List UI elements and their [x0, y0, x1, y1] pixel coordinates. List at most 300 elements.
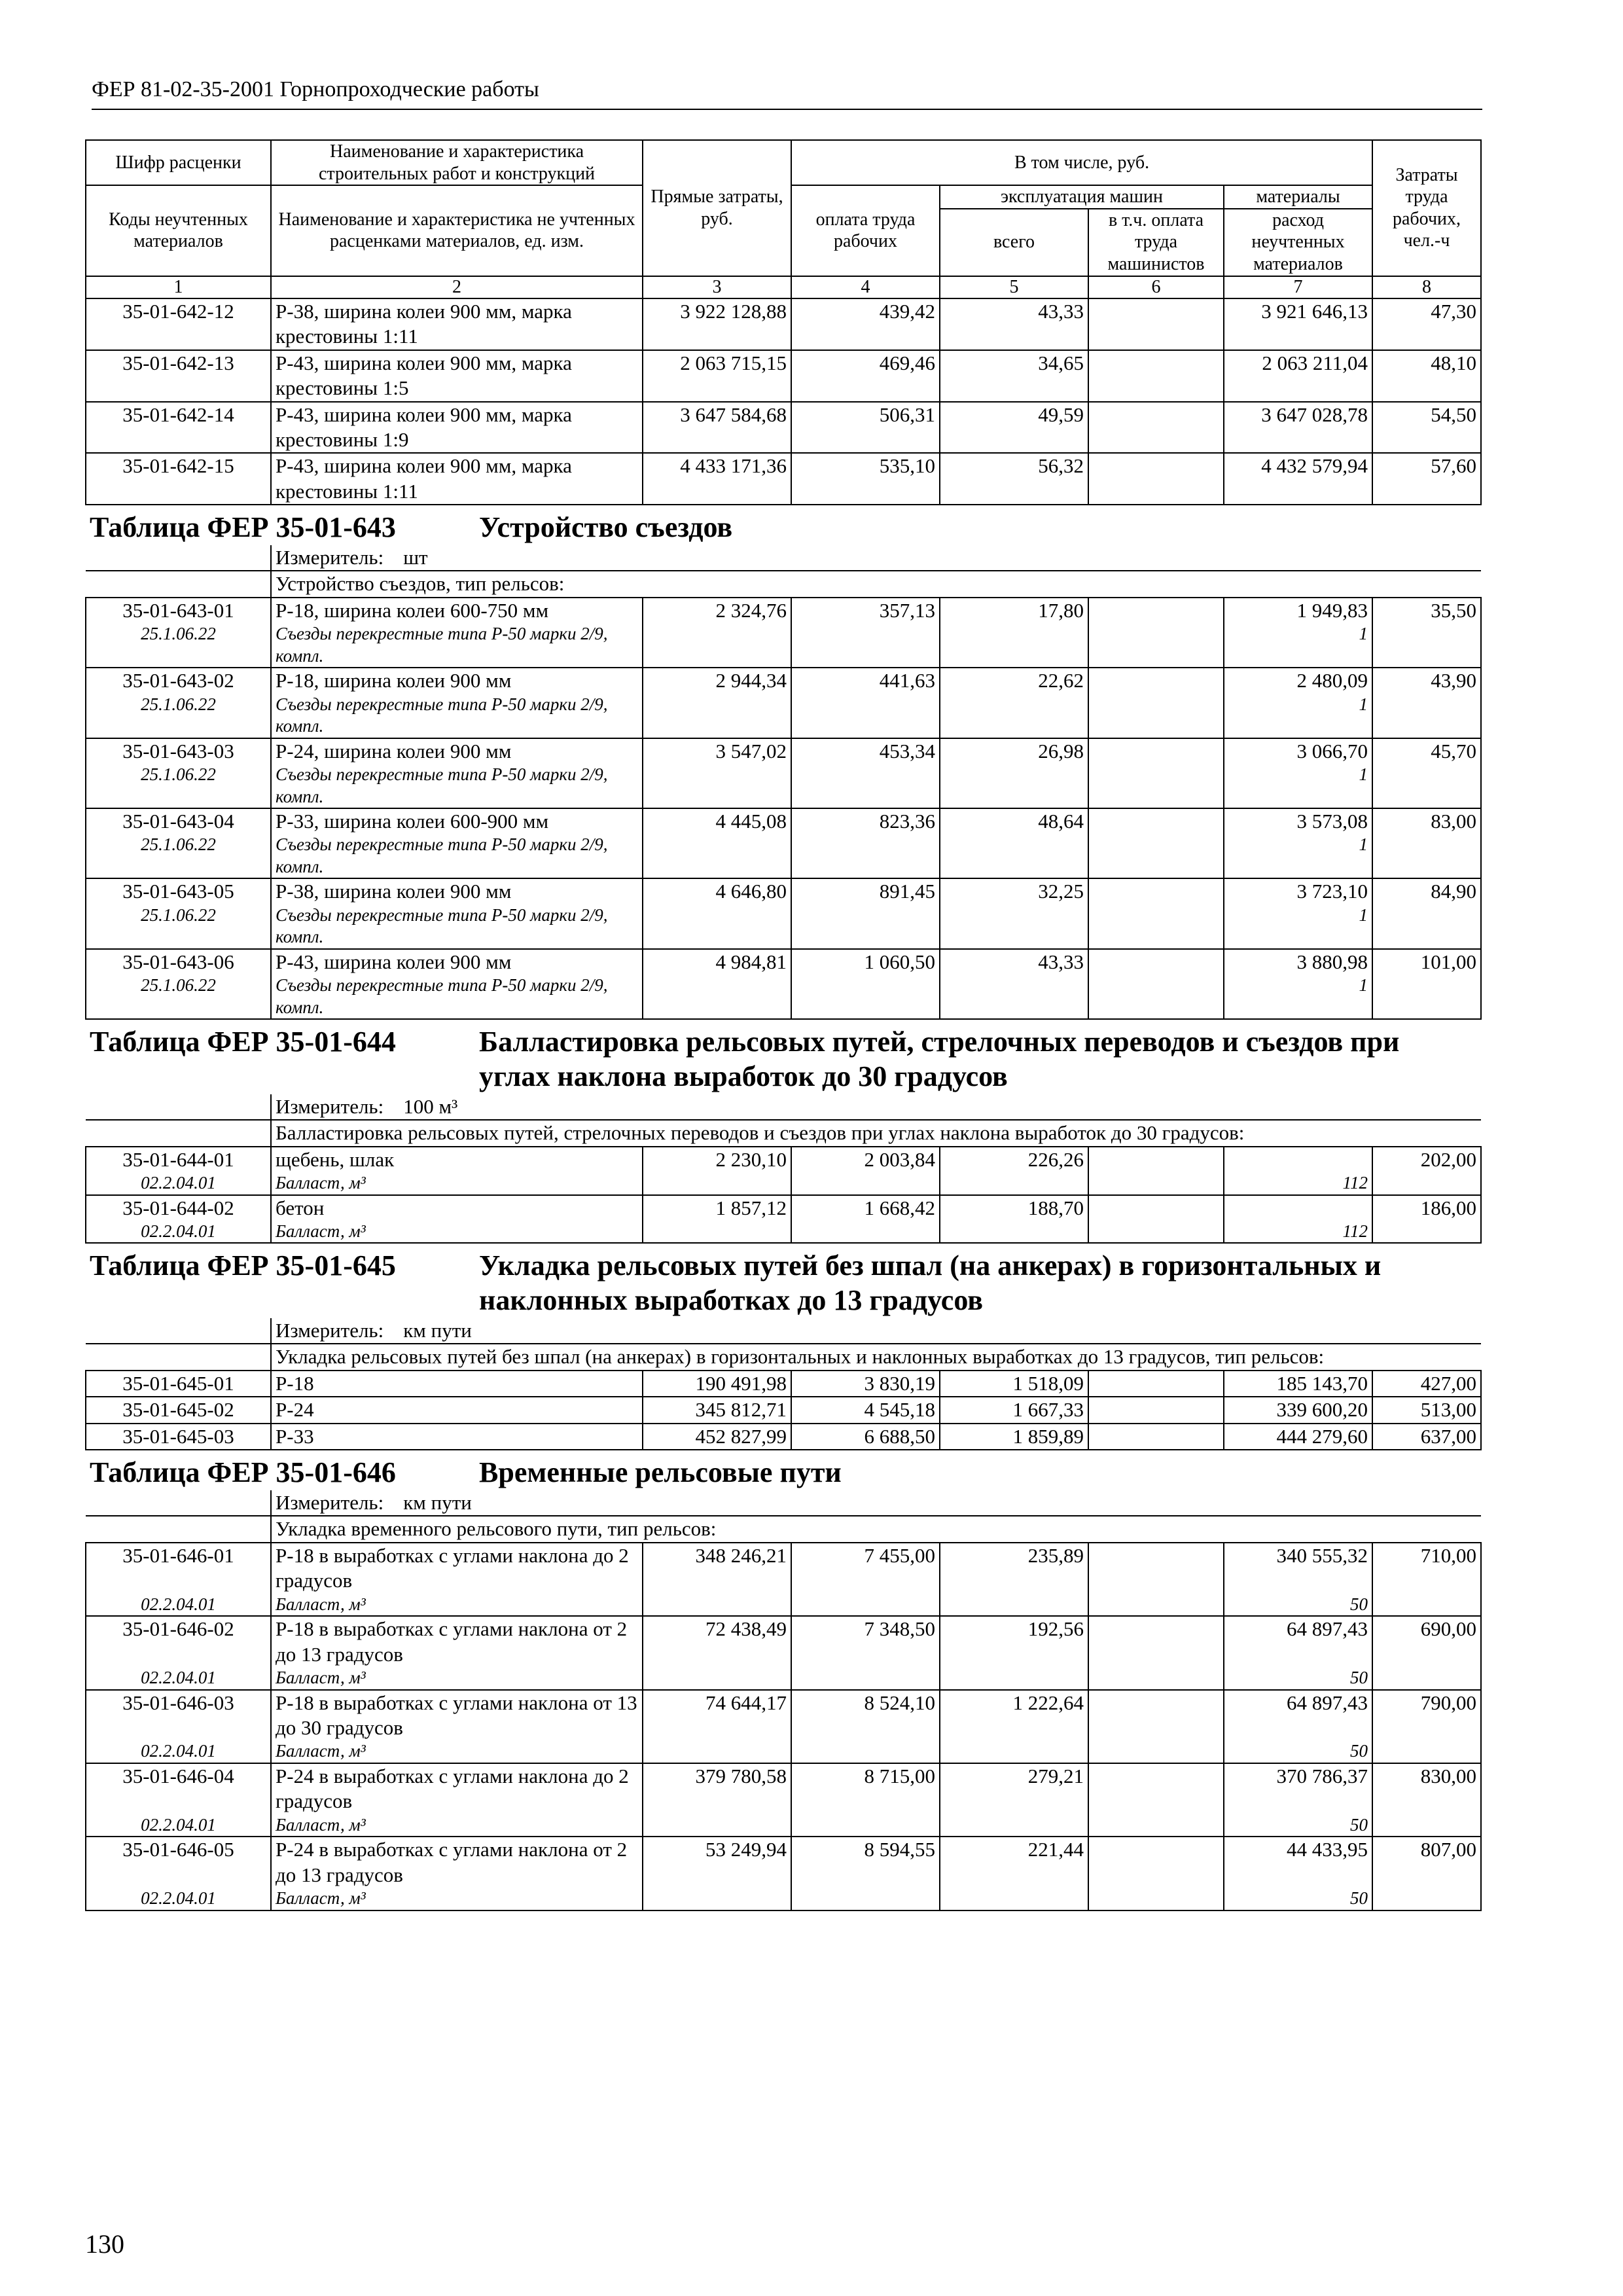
empty-cell [1088, 905, 1224, 949]
meter-spacer [86, 1094, 271, 1120]
empty-cell [791, 1814, 940, 1837]
material-code: 25.1.06.22 [86, 975, 271, 1019]
empty-cell [940, 1740, 1088, 1763]
labor-hours: 48,10 [1372, 350, 1481, 402]
material-code: 02.2.04.01 [86, 1221, 271, 1243]
empty-cell [643, 694, 791, 738]
empty-cell [940, 1172, 1088, 1194]
table-title-row [86, 1243, 1481, 1318]
group-spacer [86, 1516, 271, 1542]
rate-name: Р-24, ширина колеи 900 мм [271, 738, 643, 764]
rate-name: Р-18 [271, 1371, 643, 1397]
table-title-cell [86, 1019, 1481, 1094]
table-subject: Укладка рельсовых путей без шпал (на анкерах) в горизонтальных и наклонных выработках до 13 градусов [479, 1249, 1382, 1317]
empty-cell [1372, 834, 1481, 878]
table-row [86, 1147, 1481, 1172]
labor-pay: 823,36 [791, 808, 940, 834]
labor-pay: 891,45 [791, 878, 940, 904]
group-row [86, 1516, 1481, 1542]
group-spacer [86, 1344, 271, 1370]
table-title-row [86, 505, 1481, 545]
page-number: 130 [85, 2229, 124, 2259]
header-code: Шифр расценки [86, 140, 271, 185]
table-title-row [86, 1450, 1481, 1490]
group-spacer [86, 1120, 271, 1146]
labor-hours: 101,00 [1372, 949, 1481, 975]
section-642 [86, 298, 1481, 505]
machine-cost: 26,98 [940, 738, 1088, 764]
machine-cost: 1 859,89 [940, 1424, 1088, 1450]
material-name: Съезды перекрестные типа Р-50 марки 2/9, компл. [271, 905, 643, 949]
direct-cost: 190 491,98 [643, 1371, 791, 1397]
machine-cost: 279,21 [940, 1763, 1088, 1814]
machinist-pay [1088, 738, 1224, 764]
group-title: Укладка временного рельсового пути, тип рельсов: [271, 1516, 1481, 1542]
table-row [86, 668, 1481, 693]
labor-hours: 35,50 [1372, 598, 1481, 623]
empty-cell [940, 975, 1088, 1019]
labor-hours: 84,90 [1372, 878, 1481, 904]
labor-hours: 690,00 [1372, 1616, 1481, 1667]
header-machine-operation: эксплуатация машин [940, 185, 1224, 209]
empty-cell [791, 1221, 940, 1243]
machine-cost: 48,64 [940, 808, 1088, 834]
empty-cell [1088, 1594, 1224, 1616]
machinist-pay [1088, 878, 1224, 904]
empty-cell [1372, 975, 1481, 1019]
material-name: Балласт, м³ [271, 1594, 643, 1616]
header-direct-cost: Прямые затраты, руб. [643, 140, 791, 276]
table-row [86, 1616, 1481, 1667]
group-spacer [86, 571, 271, 597]
material-qty: 1 [1224, 905, 1372, 949]
machine-cost: 1 667,33 [940, 1397, 1088, 1423]
material-qty: 50 [1224, 1814, 1372, 1837]
machine-cost: 32,25 [940, 878, 1088, 904]
table-title-cell [86, 1243, 1481, 1318]
meter-row [86, 1490, 1481, 1516]
material-code: 25.1.06.22 [86, 834, 271, 878]
direct-cost: 53 249,94 [643, 1837, 791, 1888]
column-number: 5 [940, 276, 1088, 298]
meter-spacer [86, 1490, 271, 1516]
table-title-row [86, 1019, 1481, 1094]
rate-code: 35-01-644-02 [86, 1195, 271, 1221]
meter-label: Измеритель: [276, 1319, 384, 1342]
direct-cost: 452 827,99 [643, 1424, 791, 1450]
material-name: Съезды перекрестные типа Р-50 марки 2/9, компл. [271, 623, 643, 668]
section-644 [86, 1019, 1481, 1243]
rate-code: 35-01-644-01 [86, 1147, 271, 1172]
table-title-cell [86, 1450, 1481, 1490]
machine-cost: 22,62 [940, 668, 1088, 693]
empty-cell [1088, 694, 1224, 738]
empty-cell [643, 1172, 791, 1194]
material-row [86, 694, 1481, 738]
header-machinist-pay: в т.ч. оплата труда машинистов [1088, 209, 1224, 276]
material-code: 25.1.06.22 [86, 623, 271, 668]
machinist-pay [1088, 1397, 1224, 1423]
material-name: Балласт, м³ [271, 1814, 643, 1837]
material-row [86, 623, 1481, 668]
material-code: 02.2.04.01 [86, 1740, 271, 1763]
rate-code: 35-01-642-14 [86, 402, 271, 454]
direct-cost: 348 246,21 [643, 1543, 791, 1594]
rate-code: 35-01-645-01 [86, 1371, 271, 1397]
empty-cell [1372, 1172, 1481, 1194]
column-numbers-row [86, 276, 1481, 298]
material-row [86, 975, 1481, 1019]
meter-cell [271, 545, 1481, 571]
material-row [86, 1594, 1481, 1616]
rate-code: 35-01-642-13 [86, 350, 271, 402]
empty-cell [940, 1594, 1088, 1616]
materials-cost: 2 480,09 [1224, 668, 1372, 693]
material-code: 25.1.06.22 [86, 764, 271, 808]
empty-cell [940, 764, 1088, 808]
labor-hours: 54,50 [1372, 402, 1481, 454]
materials-cost: 3 921 646,13 [1224, 298, 1372, 350]
empty-cell [940, 834, 1088, 878]
meter-label: Измеритель: [276, 1094, 384, 1118]
empty-cell [791, 834, 940, 878]
material-qty: 1 [1224, 764, 1372, 808]
rate-name: Р-33, ширина колеи 600-900 мм [271, 808, 643, 834]
material-qty: 50 [1224, 1740, 1372, 1763]
machine-cost: 188,70 [940, 1195, 1088, 1221]
labor-hours: 807,00 [1372, 1837, 1481, 1888]
material-row [86, 1888, 1481, 1910]
rate-code: 35-01-642-12 [86, 298, 271, 350]
labor-pay: 357,13 [791, 598, 940, 623]
rate-name: Р-18 в выработках с углами наклона от 13 до 30 градусов [271, 1690, 643, 1741]
material-row [86, 764, 1481, 808]
labor-pay: 3 830,19 [791, 1371, 940, 1397]
direct-cost: 4 984,81 [643, 949, 791, 975]
material-row [86, 1221, 1481, 1243]
meter-cell [271, 1094, 1481, 1120]
table-row [86, 1195, 1481, 1221]
rates-table [85, 139, 1482, 1911]
rate-code: 35-01-643-02 [86, 668, 271, 693]
empty-cell [643, 1740, 791, 1763]
material-row [86, 1814, 1481, 1837]
machinist-pay [1088, 1837, 1224, 1888]
labor-pay: 8 715,00 [791, 1763, 940, 1814]
material-name: Съезды перекрестные типа Р-50 марки 2/9, компл. [271, 834, 643, 878]
empty-cell [1088, 1172, 1224, 1194]
table-subject: Устройство съездов [479, 511, 733, 544]
empty-cell [1088, 764, 1224, 808]
table-label: Таблица ФЕР 35-01-644 [90, 1026, 396, 1058]
material-qty: 50 [1224, 1888, 1372, 1910]
materials-cost: 64 897,43 [1224, 1690, 1372, 1741]
section-643 [86, 505, 1481, 1019]
column-number: 8 [1372, 276, 1481, 298]
materials-cost: 339 600,20 [1224, 1397, 1372, 1423]
rate-code: 35-01-646-05 [86, 1837, 271, 1888]
material-name: Балласт, м³ [271, 1888, 643, 1910]
column-number: 6 [1088, 276, 1224, 298]
rate-code: 35-01-642-15 [86, 453, 271, 505]
rate-name: бетон [271, 1195, 643, 1221]
materials-cost: 444 279,60 [1224, 1424, 1372, 1450]
labor-pay: 6 688,50 [791, 1424, 940, 1450]
empty-cell [791, 623, 940, 668]
empty-cell [643, 764, 791, 808]
empty-cell [1372, 623, 1481, 668]
direct-cost: 2 230,10 [643, 1147, 791, 1172]
labor-pay: 7 348,50 [791, 1616, 940, 1667]
group-title: Балластировка рельсовых путей, стрелочных переводов и съездов при углах наклона выработок до 30 градусов: [271, 1120, 1481, 1146]
materials-cost: 2 063 211,04 [1224, 350, 1372, 402]
labor-pay: 8 594,55 [791, 1837, 940, 1888]
machine-cost: 235,89 [940, 1543, 1088, 1594]
empty-cell [791, 1740, 940, 1763]
table-row [86, 1690, 1481, 1741]
table-row [86, 1424, 1481, 1450]
labor-pay: 506,31 [791, 402, 940, 454]
header-including: В том числе, руб. [791, 140, 1372, 185]
materials-cost: 370 786,37 [1224, 1763, 1372, 1814]
material-code: 25.1.06.22 [86, 694, 271, 738]
header-materials: материалы [1224, 185, 1372, 209]
table-title [90, 511, 1477, 545]
column-number: 7 [1224, 276, 1372, 298]
empty-cell [643, 905, 791, 949]
empty-cell [643, 623, 791, 668]
labor-pay: 4 545,18 [791, 1397, 940, 1423]
labor-hours: 830,00 [1372, 1763, 1481, 1814]
labor-pay: 8 524,10 [791, 1690, 940, 1741]
labor-pay: 1 668,42 [791, 1195, 940, 1221]
material-qty: 1 [1224, 694, 1372, 738]
machinist-pay [1088, 350, 1224, 402]
empty-cell [1372, 764, 1481, 808]
materials-cost: 185 143,70 [1224, 1371, 1372, 1397]
empty-cell [1372, 694, 1481, 738]
material-qty: 1 [1224, 975, 1372, 1019]
labor-pay: 1 060,50 [791, 949, 940, 975]
group-row [86, 571, 1481, 597]
meter-spacer [86, 545, 271, 571]
machinist-pay [1088, 808, 1224, 834]
machinist-pay [1088, 402, 1224, 454]
empty-cell [791, 1172, 940, 1194]
machine-cost: 192,56 [940, 1616, 1088, 1667]
section-645 [86, 1243, 1481, 1450]
materials-cost [1224, 1147, 1372, 1172]
machine-cost: 43,33 [940, 298, 1088, 350]
machinist-pay [1088, 1424, 1224, 1450]
materials-cost: 340 555,32 [1224, 1543, 1372, 1594]
machine-cost: 56,32 [940, 453, 1088, 505]
table-row [86, 1543, 1481, 1594]
machinist-pay [1088, 1543, 1224, 1594]
machine-cost: 226,26 [940, 1147, 1088, 1172]
empty-cell [1372, 1667, 1481, 1689]
table-title [90, 1456, 1477, 1490]
empty-cell [940, 694, 1088, 738]
labor-pay: 439,42 [791, 298, 940, 350]
labor-pay: 469,46 [791, 350, 940, 402]
labor-hours: 43,90 [1372, 668, 1481, 693]
empty-cell [940, 1667, 1088, 1689]
labor-pay: 7 455,00 [791, 1543, 940, 1594]
machinist-pay [1088, 298, 1224, 350]
rate-name: Р-38, ширина колеи 900 мм [271, 878, 643, 904]
table-label: Таблица ФЕР 35-01-643 [90, 511, 396, 544]
materials-cost: 3 647 028,78 [1224, 402, 1372, 454]
materials-cost [1224, 1195, 1372, 1221]
empty-cell [643, 834, 791, 878]
direct-cost: 2 944,34 [643, 668, 791, 693]
labor-hours: 790,00 [1372, 1690, 1481, 1741]
table-subject: Временные рельсовые пути [479, 1456, 842, 1489]
labor-hours: 513,00 [1372, 1397, 1481, 1423]
meter-spacer [86, 1318, 271, 1344]
direct-cost: 4 445,08 [643, 808, 791, 834]
materials-cost: 64 897,43 [1224, 1616, 1372, 1667]
labor-hours: 427,00 [1372, 1371, 1481, 1397]
column-number: 3 [643, 276, 791, 298]
table-header [86, 140, 1481, 298]
rate-name: Р-43, ширина колеи 900 мм, марка крестовины 1:11 [271, 453, 643, 505]
labor-hours: 45,70 [1372, 738, 1481, 764]
meter-label: Измеритель: [276, 546, 384, 569]
rate-code: 35-01-643-04 [86, 808, 271, 834]
machine-cost: 1 222,64 [940, 1690, 1088, 1741]
header-rule [92, 109, 1482, 110]
empty-cell [791, 1888, 940, 1910]
empty-cell [643, 1888, 791, 1910]
rate-code: 35-01-646-01 [86, 1543, 271, 1594]
machinist-pay [1088, 598, 1224, 623]
meter-row [86, 545, 1481, 571]
material-name: Балласт, м³ [271, 1740, 643, 1763]
header-machine-total: всего [940, 209, 1088, 276]
empty-cell [1088, 1814, 1224, 1837]
materials-cost: 3 573,08 [1224, 808, 1372, 834]
materials-cost: 4 432 579,94 [1224, 453, 1372, 505]
direct-cost: 74 644,17 [643, 1690, 791, 1741]
direct-cost: 3 547,02 [643, 738, 791, 764]
empty-cell [791, 1667, 940, 1689]
column-number: 4 [791, 276, 940, 298]
rate-code: 35-01-646-04 [86, 1763, 271, 1814]
material-name: Балласт, м³ [271, 1172, 643, 1194]
empty-cell [643, 1814, 791, 1837]
material-name: Балласт, м³ [271, 1221, 643, 1243]
rate-name: Р-24 в выработках с углами наклона от 2 до 13 градусов [271, 1837, 643, 1888]
meter-unit: км пути [403, 1491, 472, 1515]
empty-cell [1088, 623, 1224, 668]
meter-unit: км пути [403, 1319, 472, 1342]
material-code: 02.2.04.01 [86, 1172, 271, 1194]
table-row [86, 878, 1481, 904]
empty-cell [643, 975, 791, 1019]
machine-cost: 43,33 [940, 949, 1088, 975]
rate-code: 35-01-643-05 [86, 878, 271, 904]
machinist-pay [1088, 949, 1224, 975]
group-row [86, 1120, 1481, 1146]
material-name: Съезды перекрестные типа Р-50 марки 2/9, компл. [271, 975, 643, 1019]
direct-cost: 3 922 128,88 [643, 298, 791, 350]
empty-cell [1372, 905, 1481, 949]
empty-cell [1372, 1888, 1481, 1910]
table-label: Таблица ФЕР 35-01-646 [90, 1456, 396, 1489]
rate-code: 35-01-643-06 [86, 949, 271, 975]
material-qty: 112 [1224, 1172, 1372, 1194]
material-row [86, 1740, 1481, 1763]
header-labor-pay: оплата труда рабочих [791, 185, 940, 276]
empty-cell [791, 1594, 940, 1616]
table-row [86, 350, 1481, 402]
labor-pay: 2 003,84 [791, 1147, 940, 1172]
empty-cell [643, 1221, 791, 1243]
direct-cost: 4 433 171,36 [643, 453, 791, 505]
machinist-pay [1088, 1371, 1224, 1397]
empty-cell [1372, 1814, 1481, 1837]
running-header: ФЕР 81-02-35-2001 Горнопроходческие работы [92, 77, 539, 101]
table-row [86, 1371, 1481, 1397]
material-row [86, 1172, 1481, 1194]
materials-cost: 1 949,83 [1224, 598, 1372, 623]
table-title [90, 1025, 1477, 1094]
table-row [86, 808, 1481, 834]
rate-name: Р-18 в выработках с углами наклона от 2 до 13 градусов [271, 1616, 643, 1667]
empty-cell [643, 1667, 791, 1689]
group-title: Устройство съездов, тип рельсов: [271, 571, 1481, 597]
rate-name: Р-24 [271, 1397, 643, 1423]
empty-cell [940, 905, 1088, 949]
materials-cost: 3 066,70 [1224, 738, 1372, 764]
direct-cost: 1 857,12 [643, 1195, 791, 1221]
labor-hours: 47,30 [1372, 298, 1481, 350]
column-number: 2 [271, 276, 643, 298]
meter-label: Измеритель: [276, 1491, 384, 1515]
table-title [90, 1249, 1477, 1318]
empty-cell [940, 1888, 1088, 1910]
empty-cell [791, 905, 940, 949]
machinist-pay [1088, 1763, 1224, 1814]
empty-cell [1088, 834, 1224, 878]
rate-code: 35-01-646-03 [86, 1690, 271, 1741]
rate-code: 35-01-643-03 [86, 738, 271, 764]
labor-pay: 453,34 [791, 738, 940, 764]
machinist-pay [1088, 1616, 1224, 1667]
table-row [86, 298, 1481, 350]
group-title: Укладка рельсовых путей без шпал (на анкерах) в горизонтальных и наклонных выработках до 13 градусов, тип рельсов: [271, 1344, 1481, 1370]
material-name: Съезды перекрестные типа Р-50 марки 2/9, компл. [271, 764, 643, 808]
rate-name: Р-43, ширина колеи 900 мм [271, 949, 643, 975]
rate-code: 35-01-646-02 [86, 1616, 271, 1667]
machinist-pay [1088, 668, 1224, 693]
meter-cell [271, 1490, 1481, 1516]
direct-cost: 3 647 584,68 [643, 402, 791, 454]
direct-cost: 72 438,49 [643, 1616, 791, 1667]
meter-row [86, 1318, 1481, 1344]
rate-name: Р-18, ширина колеи 900 мм [271, 668, 643, 693]
rate-code: 35-01-645-02 [86, 1397, 271, 1423]
rate-name: Р-24 в выработках с углами наклона до 2 градусов [271, 1763, 643, 1814]
material-code: 02.2.04.01 [86, 1888, 271, 1910]
machinist-pay [1088, 1195, 1224, 1221]
labor-hours: 186,00 [1372, 1195, 1481, 1221]
machinist-pay [1088, 1690, 1224, 1741]
table-row [86, 1837, 1481, 1888]
material-row [86, 834, 1481, 878]
